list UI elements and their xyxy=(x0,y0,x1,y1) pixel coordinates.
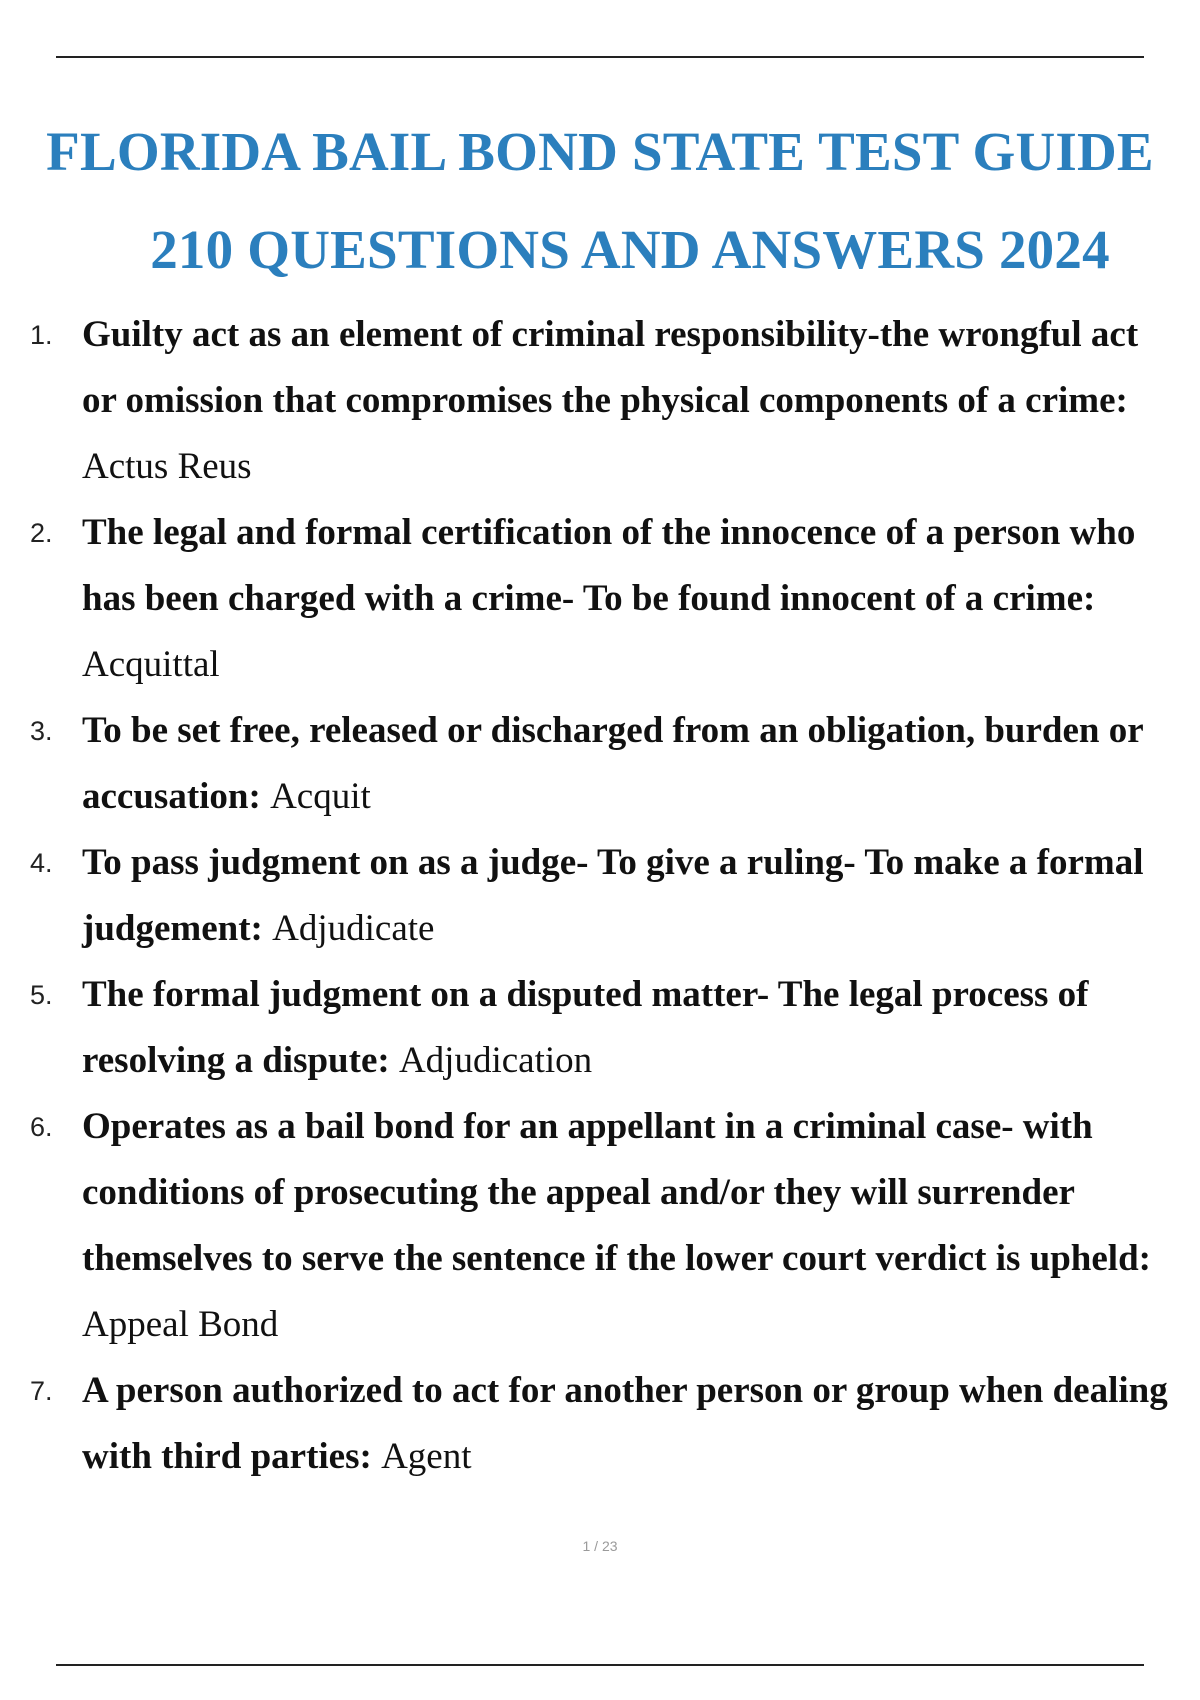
question-item-3 xyxy=(0,698,1200,830)
header-divider xyxy=(56,56,1144,58)
answer-text: Acquittal xyxy=(82,644,220,685)
footer-divider xyxy=(56,1664,1144,1666)
question-text: Operates as a bail bond for an appellant in a criminal case- with conditions of prosecuting the appeal and/or they will surrender themselves to serve the sentence if the lower court verdict is upheld: xyxy=(82,1106,1151,1279)
question-item-6 xyxy=(0,1094,1200,1358)
question-item-5 xyxy=(0,962,1200,1094)
question-number: 6. xyxy=(30,1112,53,1142)
question-number: 1. xyxy=(30,320,53,350)
answer-text: Actus Reus xyxy=(82,446,252,487)
question-number: 7. xyxy=(30,1376,53,1406)
question-item-1 xyxy=(0,302,1200,500)
answer-text: Appeal Bond xyxy=(82,1304,279,1345)
answer-text: Agent xyxy=(381,1436,472,1477)
question-item-2 xyxy=(0,500,1200,698)
page-number: 1 / 23 xyxy=(582,1538,618,1554)
question-list xyxy=(0,302,1200,1490)
answer-text: Acquit xyxy=(270,776,371,817)
answer-text: Adjudication xyxy=(398,1040,593,1081)
question-item-7 xyxy=(0,1358,1200,1490)
question-text: To pass judgment on as a judge- To give a ruling- To make a formal judgement: xyxy=(82,842,1144,949)
question-number: 3. xyxy=(30,716,53,746)
question-item-4 xyxy=(0,830,1200,962)
question-number: 5. xyxy=(30,980,53,1010)
answer-text: Adjudicate xyxy=(272,908,435,949)
question-text: A person authorized to act for another person or group when dealing with third parties: xyxy=(82,1370,1168,1477)
question-text: To be set free, released or discharged from an obligation, burden or accusation: xyxy=(82,710,1144,817)
question-text: The formal judgment on a disputed matter- The legal process of resolving a dispute: xyxy=(82,974,1089,1081)
question-number: 4. xyxy=(30,848,53,878)
question-number: 2. xyxy=(30,518,53,548)
question-text: Guilty act as an element of criminal responsibility-the wrongful act or omission that compromises the physical components of a crime: xyxy=(82,314,1139,421)
question-text: The legal and formal certification of the innocence of a person who has been charged with a crime- To be found innocent of a crime: xyxy=(82,512,1136,619)
document-title-line-1: FLORIDA BAIL BOND STATE TEST GUIDE xyxy=(46,121,1154,182)
document-title-line-2: 210 QUESTIONS AND ANSWERS 2024 xyxy=(150,219,1110,280)
